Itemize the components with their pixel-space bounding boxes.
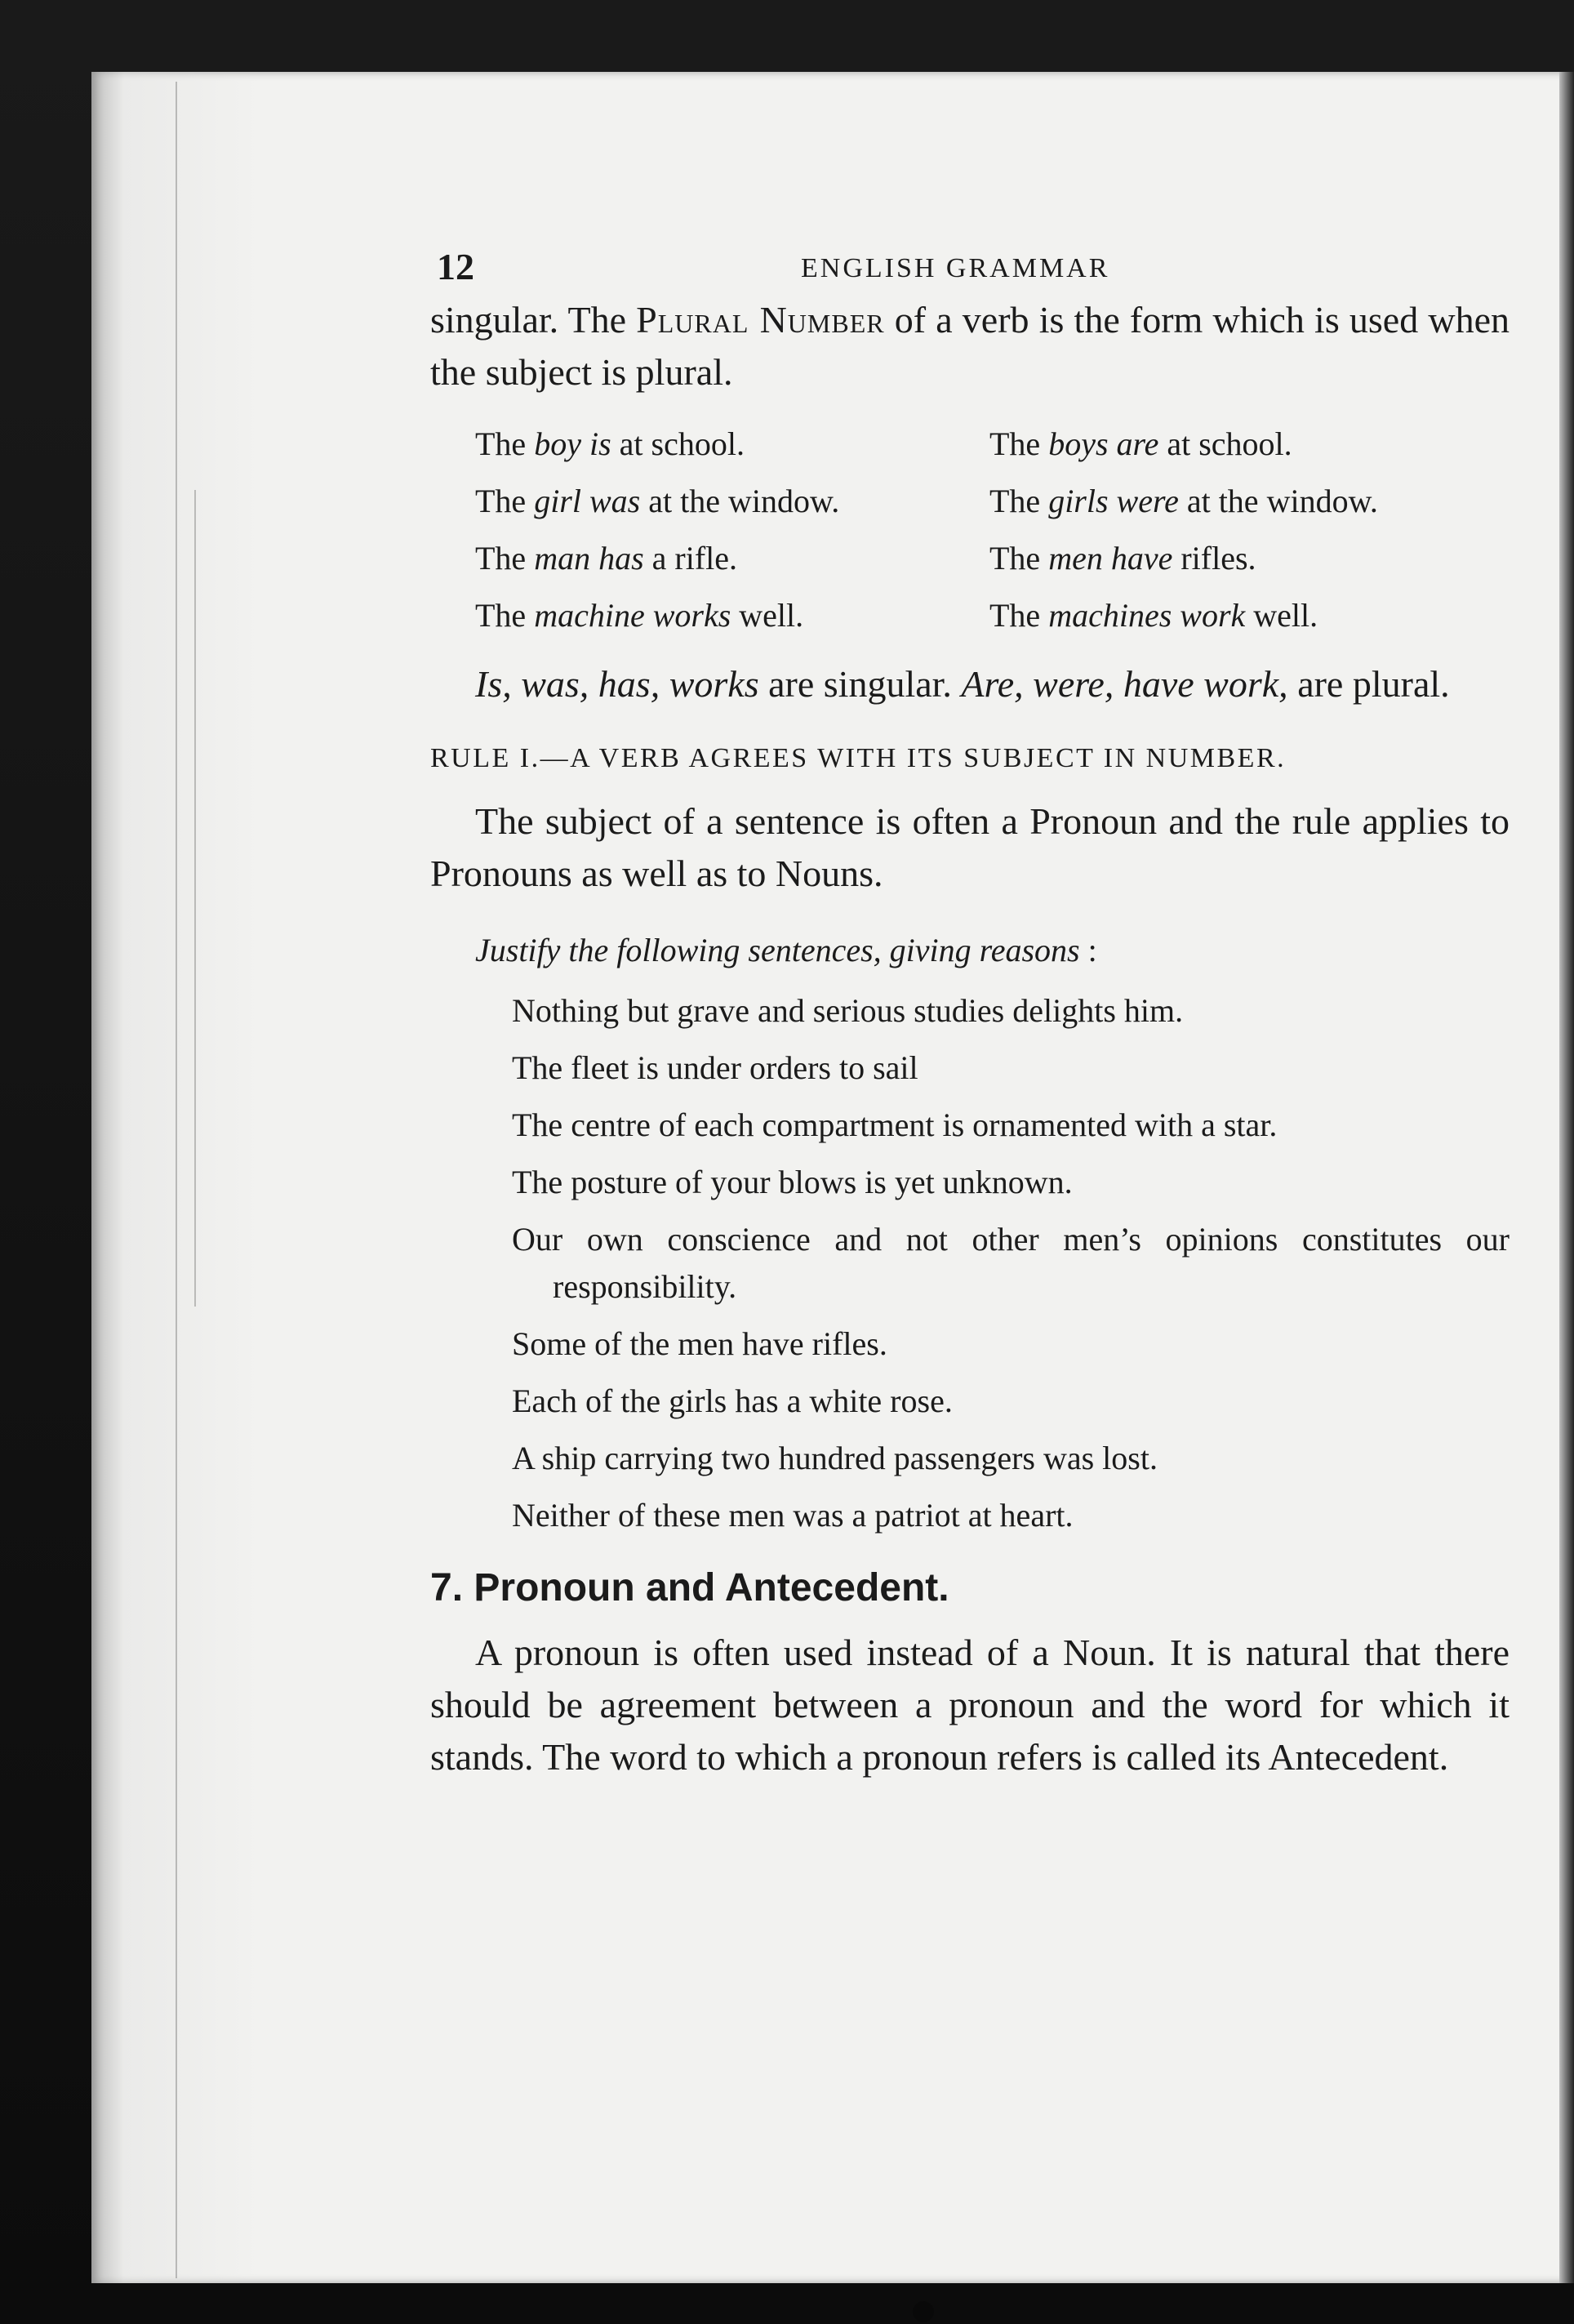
example-noun: machine	[534, 596, 645, 634]
example-sp	[645, 597, 653, 634]
plural-example	[989, 529, 1378, 586]
plural-example	[989, 472, 1378, 529]
example-sp	[1103, 540, 1111, 577]
example-pre: The	[475, 425, 535, 462]
example-noun: boy	[534, 425, 581, 462]
singular-example	[475, 472, 989, 529]
exercise-sentence: Each of the girls has a white rose.	[512, 1382, 953, 1419]
example-noun: men	[1048, 539, 1103, 577]
example-noun: girl	[534, 482, 581, 519]
example-sp	[581, 425, 589, 462]
example-row	[475, 586, 1378, 643]
rule-statement: RULE I.—A VERB AGREES WITH ITS SUBJECT IN NUMBER.	[430, 743, 1287, 773]
example-verb: is	[589, 425, 611, 462]
exercise-sentence-list	[430, 987, 1510, 1539]
example-verb: was	[589, 482, 641, 519]
section-heading: 7. Pronoun and Antecedent.	[430, 1566, 949, 1609]
example-row	[475, 472, 1378, 529]
rule-explanation: The subject of a sentence is often a Pronoun and the rule applies to Pronouns as well as to Nouns.	[430, 800, 1510, 894]
page-content	[430, 237, 1510, 1783]
example-noun: man	[534, 539, 591, 577]
summary-paragraph	[430, 658, 1510, 710]
example-pre: The	[475, 596, 535, 634]
exercise-sentence: The posture of your blows is yet unknown.	[512, 1164, 1073, 1200]
example-verb: works	[652, 596, 731, 634]
exercise-instruction	[475, 931, 1510, 969]
summary-text: are singular.	[758, 663, 962, 705]
exercise-sentence: A ship carrying two hundred passengers was lost.	[512, 1440, 1158, 1476]
singular-example	[475, 529, 989, 586]
plural-example	[989, 586, 1378, 643]
exercise-sentence: Neither of these men was a patriot at heart.	[512, 1497, 1074, 1534]
example-post: rifles.	[1172, 539, 1256, 577]
singular-example	[475, 586, 989, 643]
intro-paragraph	[430, 294, 1510, 398]
example-sp	[1172, 597, 1180, 634]
plural-number-term: Plural Number	[636, 299, 885, 341]
example-post: at school.	[611, 425, 745, 462]
example-sp	[1109, 425, 1117, 462]
example-post: at the window.	[640, 482, 840, 519]
example-pre: The	[989, 482, 1049, 519]
example-pre: The	[989, 539, 1049, 577]
summary-text: are plural.	[1287, 663, 1450, 705]
example-verb: are	[1116, 425, 1159, 462]
singular-verbs: Is, was, has, works	[475, 663, 759, 705]
example-post: at school.	[1158, 425, 1292, 462]
plural-example	[989, 415, 1378, 472]
example-pre: The	[989, 425, 1049, 462]
example-noun: machines	[1048, 596, 1172, 634]
exercise-instruction-punct: :	[1079, 932, 1097, 968]
page-number: 12	[437, 246, 474, 287]
exercise-sentence: Nothing but grave and serious studies delights him.	[512, 992, 1184, 1029]
example-sp	[590, 540, 598, 577]
example-post: well.	[731, 596, 804, 634]
exercise-sentence: The centre of each compartment is ornamented with a star.	[512, 1106, 1278, 1143]
scan-speck	[913, 2301, 934, 2322]
example-noun: boys	[1048, 425, 1109, 462]
binding-crease	[194, 490, 196, 1307]
page-right-edge	[1559, 72, 1574, 2283]
intro-text: singular. The	[430, 299, 637, 341]
example-verb: has	[598, 539, 644, 577]
exercise-sentence: Our own conscience and not other men’s opinions constitutes our responsibility.	[512, 1221, 1510, 1305]
example-pre: The	[475, 539, 535, 577]
example-sp	[581, 483, 589, 519]
page-binding-shadow	[91, 72, 263, 2283]
singular-example	[475, 415, 989, 472]
example-post: well.	[1245, 596, 1318, 634]
example-verb: have	[1110, 539, 1173, 577]
example-row	[475, 529, 1378, 586]
exercise-instruction-text: Justify the following sentences, giving reasons	[475, 932, 1080, 968]
example-post: at the window.	[1178, 482, 1378, 519]
section-body: A pronoun is often used instead of a Noun. It is natural that there should be agreement between a pronoun and the word for which it stands. The word to which a pronoun refers is called its Antecedent.	[430, 1632, 1510, 1778]
example-row	[475, 415, 1378, 472]
example-sp	[1109, 483, 1117, 519]
running-title: ENGLISH GRAMMAR	[801, 253, 1110, 283]
intro-text: of a verb is the form which is used when the subject is plural.	[430, 299, 1510, 393]
example-verb: work	[1180, 596, 1246, 634]
running-head	[430, 237, 1510, 294]
example-pre: The	[989, 596, 1049, 634]
example-post: a rifle.	[643, 539, 738, 577]
exercise-sentence: Some of the men have rifles.	[512, 1325, 887, 1362]
plural-verbs: Are, were, have work,	[961, 663, 1288, 705]
example-table	[475, 415, 1378, 643]
example-noun: girls	[1048, 482, 1109, 519]
binding-crease	[176, 82, 177, 2278]
example-pre: The	[475, 482, 535, 519]
example-verb: were	[1116, 482, 1179, 519]
exercise-sentence: The fleet is under orders to sail	[512, 1049, 918, 1086]
